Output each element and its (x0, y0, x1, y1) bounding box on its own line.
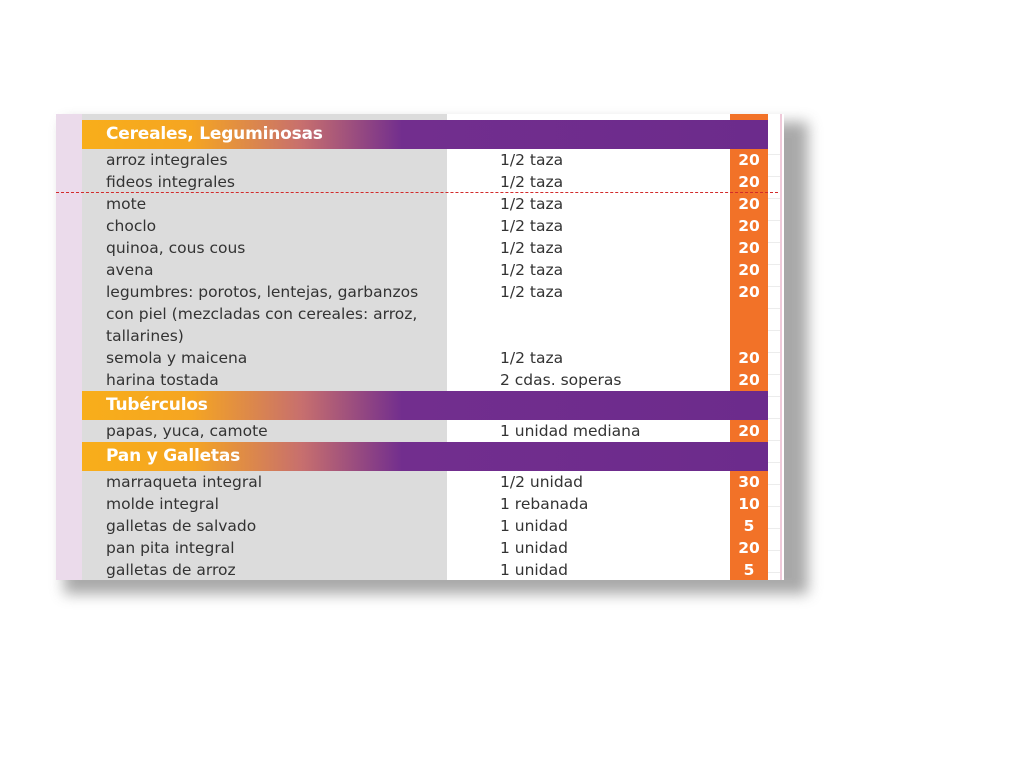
portion-size: 1/2 taza (500, 239, 564, 257)
table-row (56, 171, 784, 193)
portion-size: 1 rebanada (500, 495, 589, 513)
table-row (56, 493, 784, 515)
food-exchange-table (56, 114, 784, 580)
food-name: galletas de salvado (106, 517, 257, 535)
portion-value: 10 (738, 495, 760, 513)
food-name: choclo (106, 217, 157, 235)
food-name: legumbres: porotos, lentejas, garbanzos con piel (mezcladas con cereales: arroz, tallarines) (106, 283, 419, 345)
portion-value: 20 (738, 217, 760, 235)
section-title: Tubérculos (106, 395, 208, 415)
table-row (56, 347, 784, 369)
food-name: mote (106, 195, 147, 213)
portion-value: 20 (738, 195, 760, 213)
portion-size: 1 unidad (500, 561, 568, 579)
portion-value: 20 (738, 173, 760, 191)
portion-size: 1/2 taza (500, 173, 564, 191)
food-name: marraqueta integral (106, 473, 263, 491)
dashed-guide-line (56, 192, 778, 193)
table-row (56, 149, 784, 171)
food-name: pan pita integral (106, 539, 235, 557)
food-name: arroz integrales (106, 151, 228, 169)
table-row (56, 537, 784, 559)
table-row (56, 259, 784, 281)
table-row (56, 420, 784, 442)
food-name: quinoa, cous cous (106, 239, 246, 257)
portion-size: 1/2 taza (500, 283, 564, 301)
portion-size: 1/2 taza (500, 349, 564, 367)
food-name: papas, yuca, camote (106, 422, 268, 440)
portion-value: 30 (738, 473, 760, 491)
portion-value: 20 (738, 539, 760, 557)
portion-size: 1/2 unidad (500, 473, 584, 491)
portion-value: 20 (738, 239, 760, 257)
table-row (56, 369, 784, 391)
table-row (56, 281, 784, 347)
portion-value: 20 (738, 422, 760, 440)
portion-size: 2 cdas. soperas (500, 371, 622, 389)
portion-size: 1 unidad (500, 517, 568, 535)
section-title: Cereales, Leguminosas (106, 124, 323, 144)
edge-tick (768, 396, 780, 397)
portion-size: 1 unidad mediana (500, 422, 641, 440)
edge-tick (768, 418, 780, 419)
portion-value: 20 (738, 151, 760, 169)
table-row (56, 215, 784, 237)
food-name: avena (106, 261, 154, 279)
table-row (56, 471, 784, 493)
portion-size: 1/2 taza (500, 151, 564, 169)
portion-value: 20 (738, 371, 760, 389)
portion-value: 20 (738, 283, 760, 301)
food-name: fideos integrales (106, 173, 235, 191)
portion-size: 1/2 taza (500, 195, 564, 213)
table-row (56, 237, 784, 259)
food-name: molde integral (106, 495, 219, 513)
section-header (82, 391, 768, 420)
table-row (56, 559, 784, 580)
food-name: semola y maicena (106, 349, 248, 367)
table-row (56, 515, 784, 537)
portion-size: 1/2 taza (500, 217, 564, 235)
table-row (56, 193, 784, 215)
portion-size: 1/2 taza (500, 261, 564, 279)
portion-value: 5 (743, 517, 755, 535)
section-header (82, 442, 768, 471)
portion-value: 20 (738, 349, 760, 367)
portion-value: 5 (743, 561, 755, 579)
portion-size: 1 unidad (500, 539, 568, 557)
food-name: harina tostada (106, 371, 219, 389)
portion-value: 20 (738, 261, 760, 279)
section-header (82, 120, 768, 149)
food-name: galletas de arroz (106, 561, 236, 579)
section-title: Pan y Galletas (106, 446, 241, 466)
edge-tick (768, 462, 780, 463)
